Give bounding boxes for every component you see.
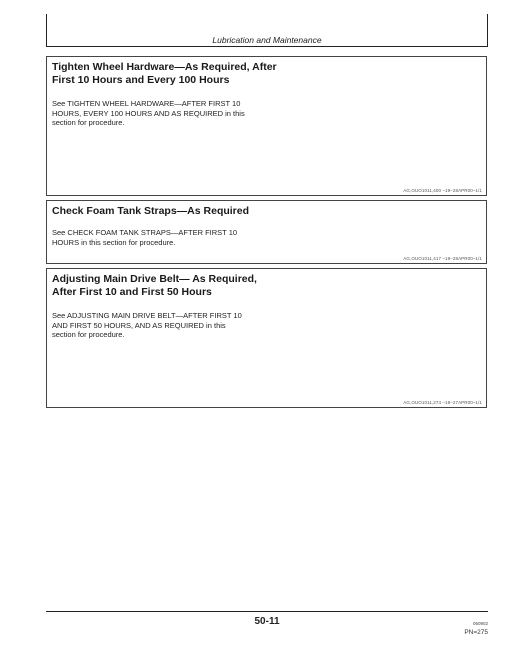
card-title — [52, 273, 432, 299]
card-body-line: See TIGHTEN WHEEL HARDWARE—AFTER FIRST 10 — [52, 99, 241, 108]
card-body-line: HOURS in this section for procedure. — [52, 237, 176, 247]
card-title — [52, 205, 432, 218]
card-title-line: Adjusting Main Drive Belt— As Required, — [52, 273, 257, 285]
footer-divider — [46, 611, 488, 612]
section-title: Lubrication and Maintenance — [212, 35, 322, 45]
card-body-line: section for procedure. — [52, 330, 125, 339]
card-code: AG,OUO1011,417 –19–28APR00–1/1 — [403, 256, 482, 261]
card-tighten-wheel-hardware — [46, 56, 487, 196]
card-title — [52, 61, 432, 87]
card-body-line: AND FIRST 50 HOURS, AND AS REQUIRED in this — [52, 320, 226, 330]
card-body — [52, 228, 312, 247]
pn-label: PN=275 — [464, 629, 488, 636]
card-body-line: HOURS, EVERY 100 HOURS AND AS REQUIRED in this — [52, 108, 245, 118]
card-code: AG,OUO1011,274 –19–27APR00–1/1 — [403, 400, 482, 405]
card-title-line: First 10 Hours and Every 100 Hours — [52, 74, 230, 86]
card-body-line: See CHECK FOAM TANK STRAPS—AFTER FIRST 10 — [52, 228, 238, 237]
header-divider — [46, 46, 488, 47]
page-number: 50-11 — [254, 616, 280, 627]
revision-code: 060902 — [472, 621, 488, 626]
card-body — [52, 99, 312, 128]
card-body-line: See ADJUSTING MAIN DRIVE BELT—AFTER FIRST 10 — [52, 311, 242, 320]
card-adjusting-main-drive-belt — [46, 268, 487, 408]
card-body — [52, 311, 312, 340]
card-body-line: section for procedure. — [52, 118, 125, 127]
card-check-foam-tank-straps — [46, 200, 487, 264]
card-code: AG,OUO1011,400 –19–28APR00–1/1 — [403, 188, 482, 193]
card-title-line: After First 10 and First 50 Hours — [52, 286, 212, 298]
card-title-line: Check Foam Tank Straps—As Required — [52, 205, 250, 217]
card-title-line: Tighten Wheel Hardware—As Required, After — [52, 61, 277, 73]
